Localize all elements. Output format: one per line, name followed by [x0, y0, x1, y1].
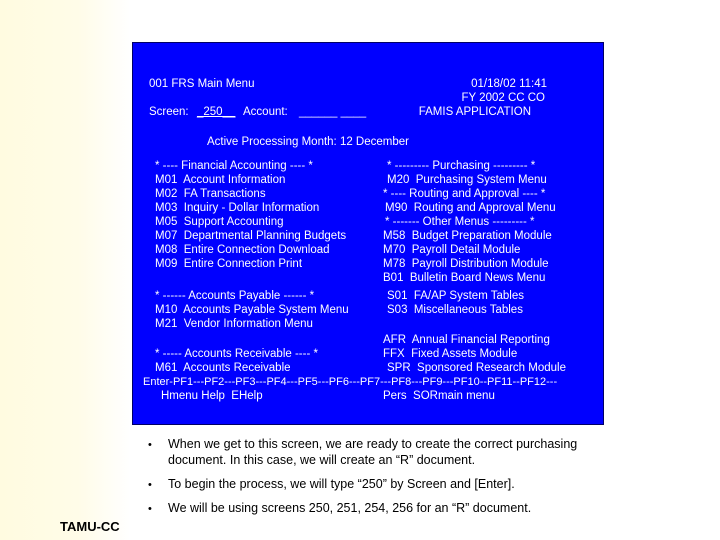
account-input[interactable]: ______ ____	[299, 106, 367, 118]
menu-item-m02[interactable]: M02 FA Transactions	[155, 188, 266, 200]
menu-item-m78[interactable]: M78 Payroll Distribution Module	[383, 258, 549, 270]
pf-key-bar[interactable]: Enter-PF1---PF2---PF3---PF4---PF5---PF6---PF7---PF8---PF9---PF10--PF11--PF12---	[143, 376, 558, 388]
bullet-marker: •	[148, 439, 152, 451]
menu-item-spr[interactable]: SPR Sponsored Research Module	[387, 362, 566, 374]
bullet-text-1: When we get to this screen, we are ready to create the correct purchasing document. In this case, we will create an “R” document.	[168, 437, 578, 467]
financial-accounting-header: * ---- Financial Accounting ---- *	[155, 160, 313, 172]
menu-item-m20[interactable]: M20 Purchasing System Menu	[387, 174, 547, 186]
menu-item-m05[interactable]: M05 Support Accounting	[155, 216, 284, 228]
app-name: FAMIS APPLICATION	[418, 106, 531, 118]
menu-item-b01[interactable]: B01 Bulletin Board News Menu	[383, 272, 546, 284]
menu-item-m09[interactable]: M09 Entire Connection Print	[155, 258, 303, 270]
bullet-text-3: We will be using screens 250, 251, 254, 256 for an “R” document.	[168, 501, 532, 515]
menu-title: 001 FRS Main Menu	[149, 78, 255, 90]
menu-item-m01[interactable]: M01 Account Information	[155, 174, 286, 186]
account-label: Account:	[243, 106, 288, 118]
menu-item-m10[interactable]: M10 Accounts Payable System Menu	[155, 304, 349, 316]
bullet-marker: •	[148, 503, 152, 515]
menu-item-m07[interactable]: M07 Departmental Planning Budgets	[155, 230, 347, 242]
screen-input[interactable]: _250__	[197, 106, 236, 118]
menu-item-m21[interactable]: M21 Vendor Information Menu	[155, 318, 313, 330]
menu-item-s03[interactable]: S03 Miscellaneous Tables	[387, 304, 523, 316]
accounts-payable-header: * ------ Accounts Payable ------ *	[155, 290, 315, 302]
routing-header: * ---- Routing and Approval ---- *	[383, 188, 546, 200]
other-menus-header: * ------- Other Menus --------- *	[385, 216, 535, 228]
pf-labels-left: Hmenu Help EHelp	[161, 390, 263, 402]
datetime: 01/18/02 11:41	[471, 78, 547, 90]
menu-item-afr[interactable]: AFR Annual Financial Reporting	[383, 334, 550, 346]
bullet-marker: •	[148, 479, 152, 491]
screen-label: Screen:	[149, 106, 189, 118]
menu-item-m70[interactable]: M70 Payroll Detail Module	[383, 244, 521, 256]
footer-label: TAMU-CC	[60, 519, 120, 534]
menu-item-ffx[interactable]: FFX Fixed Assets Module	[383, 348, 518, 360]
menu-item-s01[interactable]: S01 FA/AP System Tables	[387, 290, 525, 302]
decorative-gradient-strip	[0, 0, 130, 540]
menu-item-m03[interactable]: M03 Inquiry - Dollar Information	[155, 202, 320, 214]
menu-item-m08[interactable]: M08 Entire Connection Download	[155, 244, 330, 256]
menu-item-m90[interactable]: M90 Routing and Approval Menu	[385, 202, 556, 214]
terminal-screen[interactable]	[132, 42, 604, 425]
fiscal-year: FY 2002 CC CO	[461, 92, 545, 104]
menu-item-m58[interactable]: M58 Budget Preparation Module	[383, 230, 552, 242]
menu-item-m61[interactable]: M61 Accounts Receivable	[155, 362, 291, 374]
bullet-text-2: To begin the process, we will type “250” by Screen and [Enter].	[168, 477, 515, 491]
purchasing-header: * --------- Purchasing --------- *	[387, 160, 536, 172]
processing-month: Active Processing Month: 12 December	[207, 136, 409, 148]
accounts-receivable-header: * ----- Accounts Receivable ---- *	[155, 348, 318, 360]
pf-labels-right: Pers SORmain menu	[383, 390, 495, 402]
